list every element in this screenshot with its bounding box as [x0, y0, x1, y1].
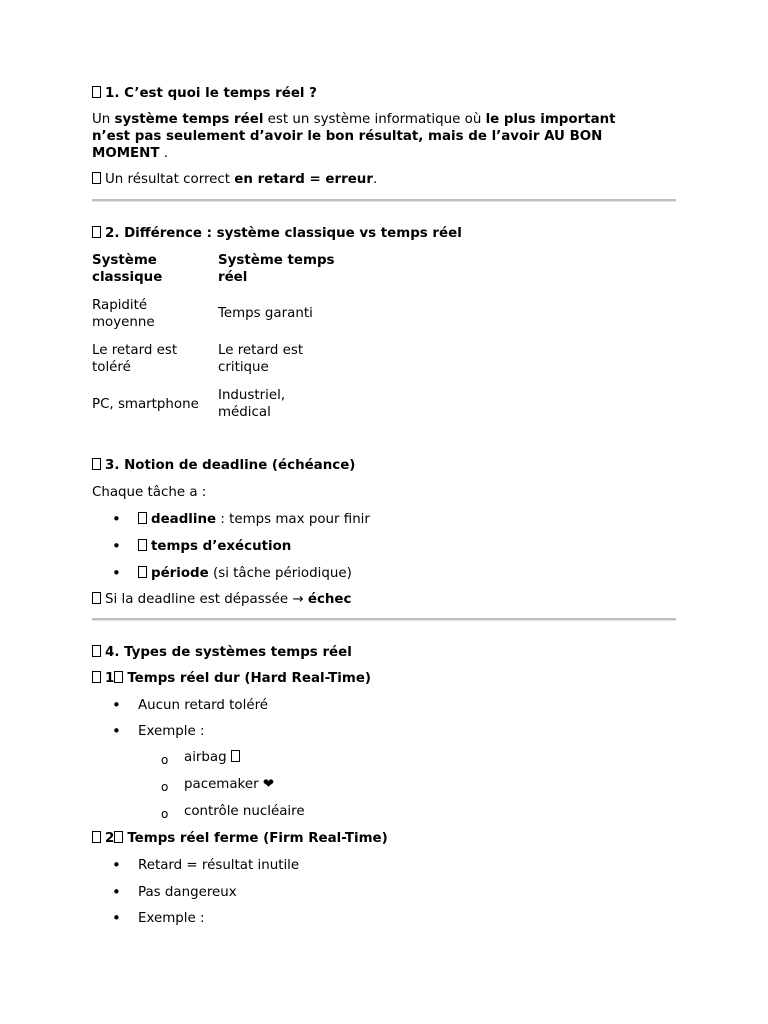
section-3-heading: 3. Notion de deadline (échéance)	[92, 458, 355, 475]
section-3-note: Si la deadline est dépassée → échec	[92, 592, 351, 609]
section-1-warning-line: Un résultat correct en retard = erreur.	[92, 172, 377, 189]
section-1-paragraph-line-3: MOMENT .	[92, 146, 169, 161]
emoji-placeholder-icon	[138, 512, 147, 524]
list-item: Aucun retard toléré	[138, 698, 269, 713]
bullet: •	[112, 909, 121, 927]
emoji-placeholder-icon	[92, 86, 101, 98]
table-cell: Temps garanti	[218, 306, 313, 321]
warning-emoji-icon	[92, 172, 101, 184]
bullet: •	[112, 564, 121, 582]
table-header-realtime: Système temps réel	[218, 253, 335, 285]
emoji-placeholder-icon	[138, 566, 147, 578]
section-1-heading: 1. C’est quoi le temps réel ?	[92, 86, 317, 103]
table-cell: PC, smartphone	[92, 397, 199, 412]
bullet: •	[112, 696, 121, 714]
emoji-placeholder-icon	[138, 539, 147, 551]
sub-list-item: pacemaker ❤	[184, 777, 275, 792]
emoji-placeholder-icon	[92, 226, 101, 238]
sub-bullet: o	[161, 780, 169, 794]
heart-icon: ❤	[262, 777, 275, 792]
table-cell: Le retard est toléré	[92, 343, 178, 375]
firm-realtime-heading: 2 Temps réel ferme (Firm Real-Time)	[92, 831, 388, 848]
section-1-paragraph-line-1: Un système temps réel est un système informatique où le plus important	[92, 112, 616, 127]
bullet: •	[112, 883, 121, 901]
list-item: Retard = résultat inutile	[138, 858, 300, 873]
list-item: Exemple :	[138, 911, 205, 926]
sub-bullet: o	[161, 807, 169, 821]
section-2-heading: 2. Différence : système classique vs temps réel	[92, 226, 462, 243]
list-item: deadline : temps max pour finir	[138, 512, 370, 529]
section-1-paragraph-line-2: n’est pas seulement d’avoir le bon résultat, mais de l’avoir AU BON	[92, 129, 603, 144]
list-item: Pas dangereux	[138, 885, 237, 900]
sub-list-item: airbag	[184, 750, 244, 767]
emoji-placeholder-icon	[92, 458, 101, 470]
keycap-placeholder-icon	[114, 671, 123, 683]
list-item: période (si tâche périodique)	[138, 566, 352, 583]
section-4-heading: 4. Types de systèmes temps réel	[92, 645, 352, 662]
horizontal-divider	[92, 199, 676, 202]
emoji-placeholder-icon	[92, 671, 101, 683]
list-item: temps d’exécution	[138, 539, 291, 556]
table-cell: Rapidité moyenne	[92, 298, 155, 330]
bullet: •	[112, 856, 121, 874]
warning-emoji-icon	[92, 592, 101, 604]
sub-bullet: o	[161, 753, 169, 767]
table-cell: Le retard est critique	[218, 343, 304, 375]
table-cell: Industriel, médical	[218, 388, 286, 420]
hard-realtime-heading: 1 Temps réel dur (Hard Real-Time)	[92, 671, 371, 688]
bullet: •	[112, 722, 121, 740]
horizontal-divider	[92, 618, 676, 621]
emoji-placeholder-icon	[92, 645, 101, 657]
bullet: •	[112, 510, 121, 528]
list-item: Exemple :	[138, 724, 205, 739]
sub-list-item: contrôle nucléaire	[184, 804, 305, 819]
emoji-placeholder-icon	[92, 831, 101, 843]
keycap-placeholder-icon	[114, 831, 123, 843]
section-3-intro: Chaque tâche a :	[92, 485, 207, 500]
bullet: •	[112, 537, 121, 555]
car-emoji-icon	[231, 750, 240, 762]
table-header-classic: Système classique	[92, 253, 163, 285]
